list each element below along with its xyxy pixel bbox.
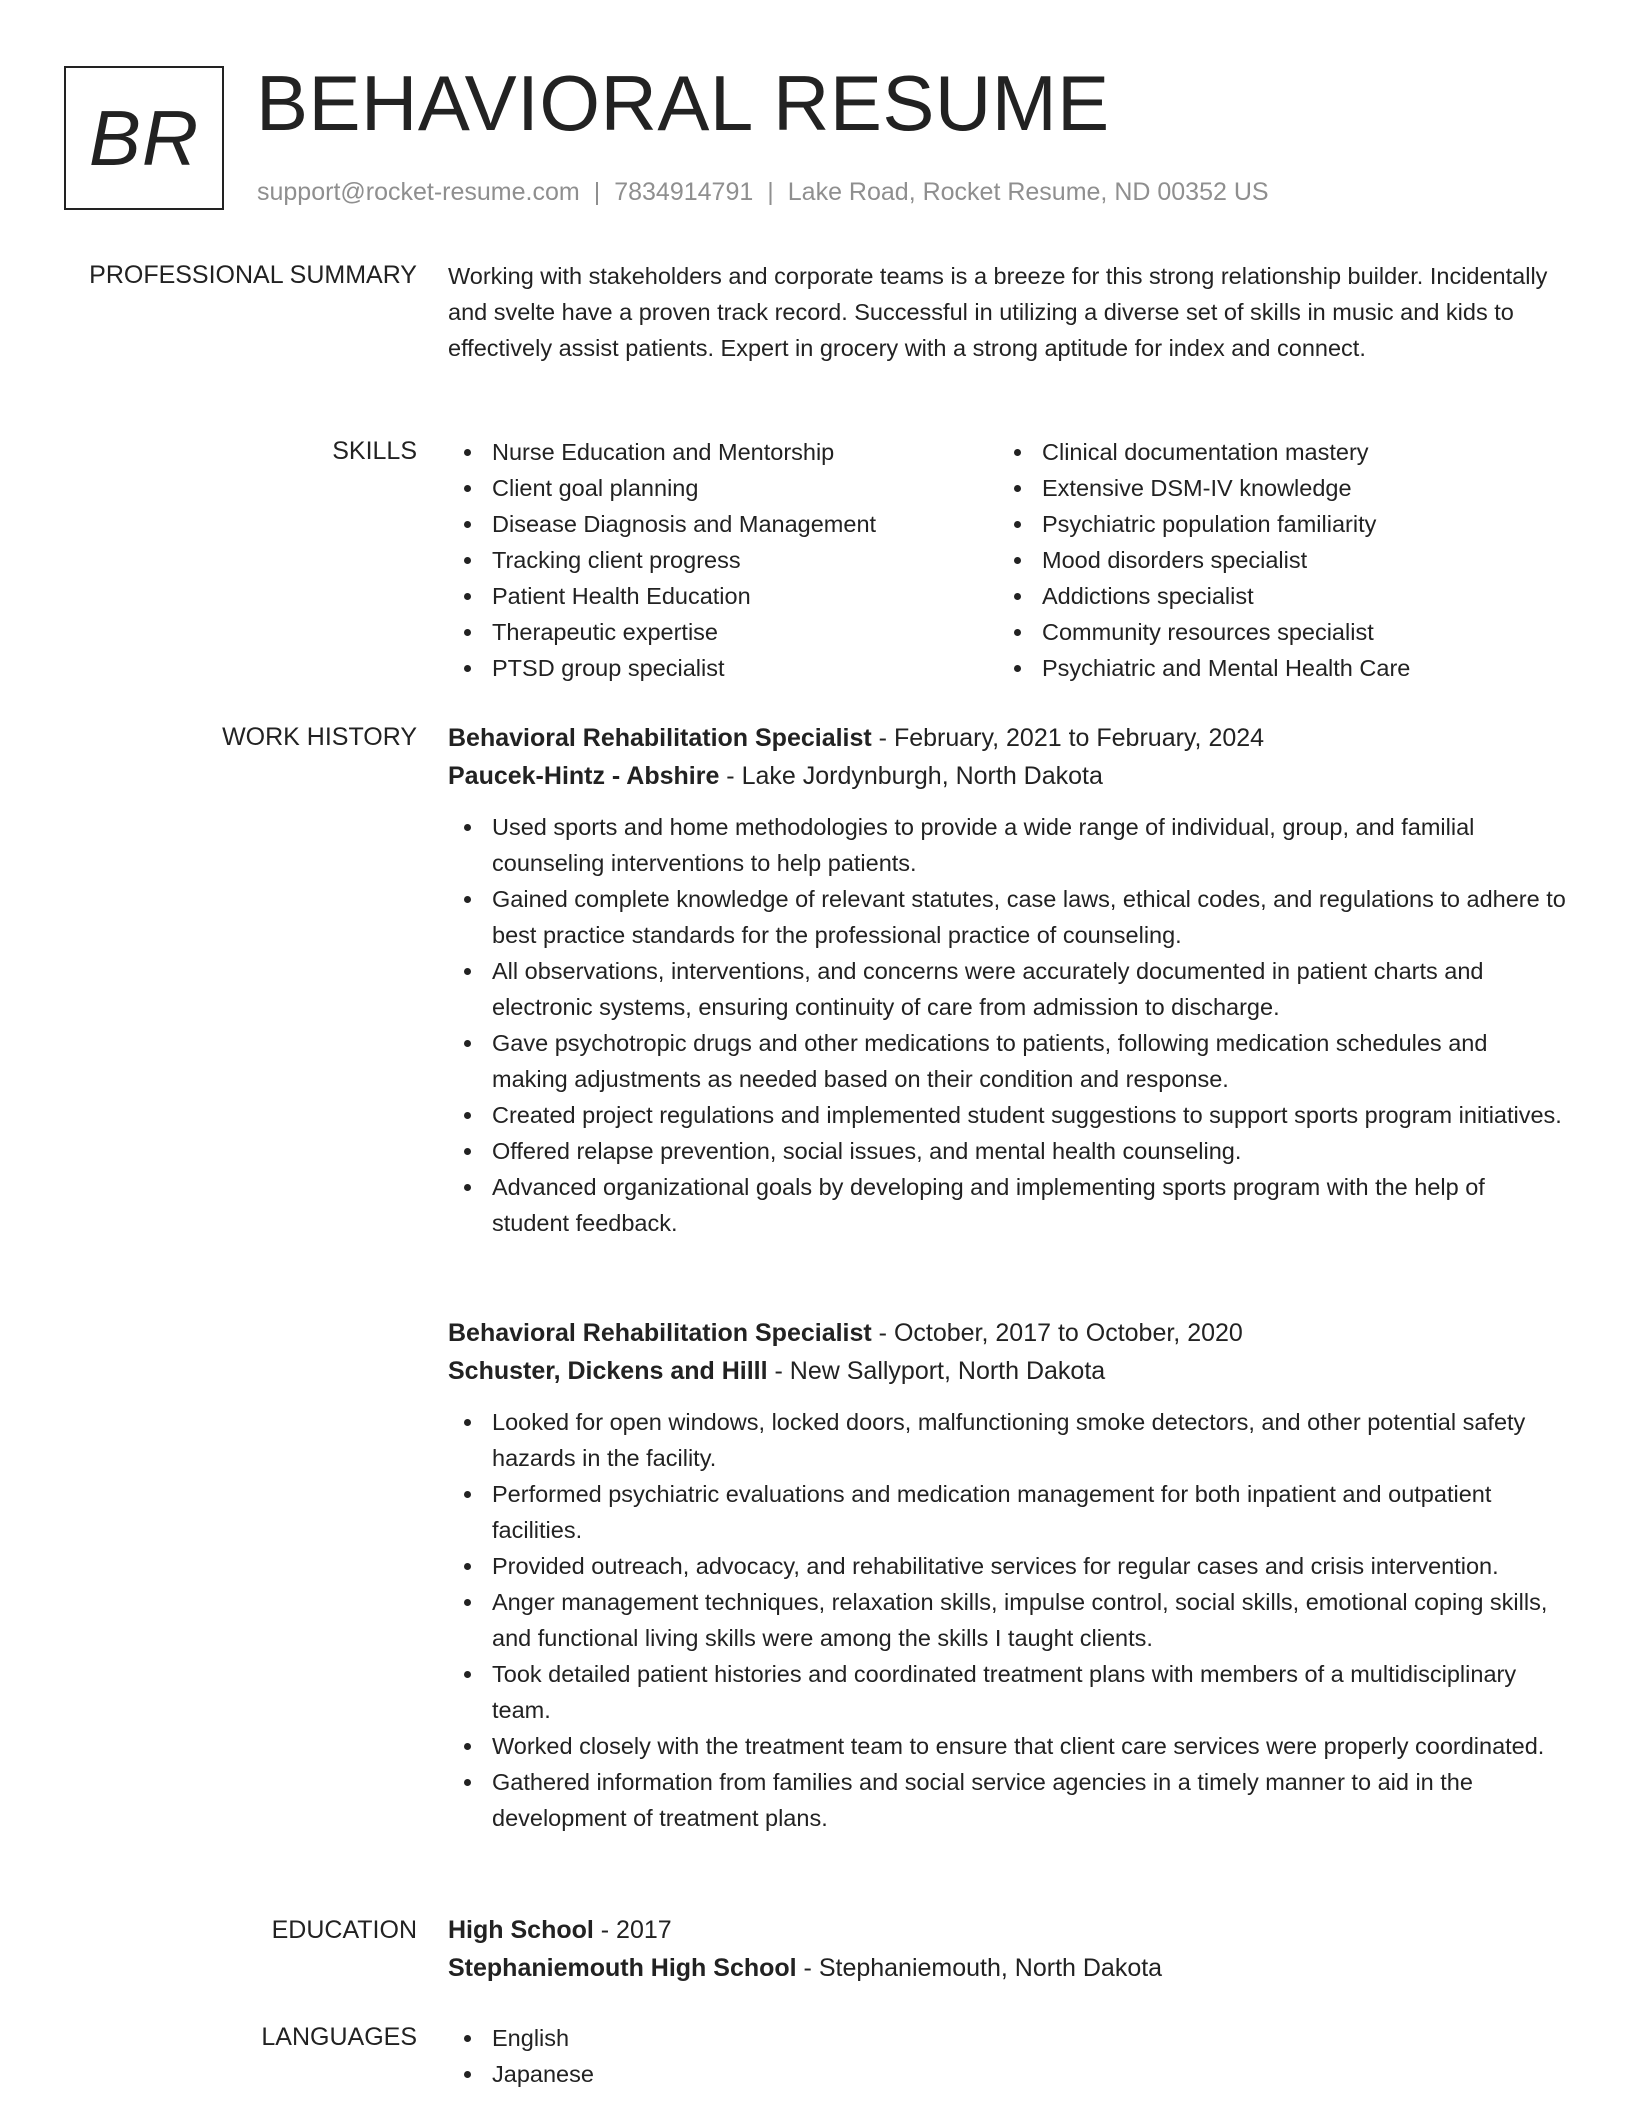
job-company-line bbox=[448, 757, 1568, 795]
job-entry bbox=[448, 1314, 1568, 1836]
education-school-line bbox=[448, 1949, 1568, 1987]
monogram-initials: BR bbox=[88, 93, 200, 182]
education-location: - Stephaniemouth, North Dakota bbox=[796, 1954, 1163, 1982]
list-item: Anger management techniques, relaxation skills, impulse control, social skills, emotional coping skills, and functional living skills were among the skills I taught clients. bbox=[448, 1584, 1568, 1656]
list-item: All observations, interventions, and concerns were accurately documented in patient charts and electronic systems, ensuring continuity of care from admission to discharge. bbox=[448, 953, 1568, 1025]
skills-column-right bbox=[998, 434, 1548, 686]
list-item: Created project regulations and implemented student suggestions to support sports program initiatives. bbox=[448, 1097, 1568, 1133]
job-company: Schuster, Dickens and Hilll bbox=[448, 1357, 768, 1385]
list-item: Community resources specialist bbox=[998, 614, 1548, 650]
contact-separator: | bbox=[593, 178, 601, 206]
list-item: Used sports and home methodologies to provide a wide range of individual, group, and familial counseling interventions to help patients. bbox=[448, 809, 1568, 881]
job-location: - Lake Jordynburgh, North Dakota bbox=[719, 762, 1103, 790]
job-title: Behavioral Rehabilitation Specialist bbox=[448, 1319, 872, 1347]
list-item: Clinical documentation mastery bbox=[998, 434, 1548, 470]
job-company: Paucek-Hintz - Abshire bbox=[448, 762, 720, 790]
skills-list bbox=[448, 434, 1568, 686]
list-item: Gained complete knowledge of relevant statutes, case laws, ethical codes, and regulations to adhere to best practice standards for the professional practice of counseling. bbox=[448, 881, 1568, 953]
job-title: Behavioral Rehabilitation Specialist bbox=[448, 724, 872, 752]
job-dates: - February, 2021 to February, 2024 bbox=[871, 724, 1265, 752]
contact-phone: 7834914791 bbox=[614, 178, 754, 206]
resume-name: BEHAVIORAL RESUME bbox=[256, 59, 1110, 147]
skills-column-left bbox=[448, 434, 998, 686]
summary-label: PROFESSIONAL SUMMARY bbox=[89, 261, 417, 289]
languages-entry bbox=[448, 2020, 1568, 2092]
list-item: Advanced organizational goals by developing and implementing sports program with the help of student feedback. bbox=[448, 1169, 1568, 1241]
list-item: Extensive DSM-IV knowledge bbox=[998, 470, 1548, 506]
list-item: Mood disorders specialist bbox=[998, 542, 1548, 578]
list-item: Japanese bbox=[448, 2056, 1568, 2092]
list-item: PTSD group specialist bbox=[448, 650, 998, 686]
job-entry bbox=[448, 719, 1568, 1241]
job-title-line bbox=[448, 719, 1568, 757]
list-item: Took detailed patient histories and coordinated treatment plans with members of a multidisciplinary team. bbox=[448, 1656, 1568, 1728]
job-dates: - October, 2017 to October, 2020 bbox=[871, 1319, 1243, 1347]
education-school: Stephaniemouth High School bbox=[448, 1954, 797, 1982]
education-degree: High School bbox=[448, 1916, 594, 1944]
list-item: Offered relapse prevention, social issues, and mental health counseling. bbox=[448, 1133, 1568, 1169]
list-item: Provided outreach, advocacy, and rehabilitative services for regular cases and crisis intervention. bbox=[448, 1548, 1568, 1584]
contact-line bbox=[257, 176, 1269, 208]
list-item: Client goal planning bbox=[448, 470, 998, 506]
job-bullets bbox=[448, 809, 1568, 1241]
job-bullets bbox=[448, 1404, 1568, 1836]
list-item: Performed psychiatric evaluations and medication management for both inpatient and outpatient facilities. bbox=[448, 1476, 1568, 1548]
education-entry bbox=[448, 1911, 1568, 1987]
job-location: - New Sallyport, North Dakota bbox=[767, 1357, 1106, 1385]
list-item: Psychiatric population familiarity bbox=[998, 506, 1548, 542]
contact-address: Lake Road, Rocket Resume, ND 00352 US bbox=[787, 178, 1269, 206]
list-item: Patient Health Education bbox=[448, 578, 998, 614]
job-title-line bbox=[448, 1314, 1568, 1352]
education-year: - 2017 bbox=[593, 1916, 672, 1944]
job-company-line bbox=[448, 1352, 1568, 1390]
monogram-box bbox=[64, 66, 224, 210]
list-item: Psychiatric and Mental Health Care bbox=[998, 650, 1548, 686]
languages-label: LANGUAGES bbox=[261, 2023, 417, 2051]
education-degree-line bbox=[448, 1911, 1568, 1949]
list-item: Addictions specialist bbox=[998, 578, 1548, 614]
contact-email: support@rocket-resume.com bbox=[257, 178, 580, 206]
list-item: Tracking client progress bbox=[448, 542, 998, 578]
list-item: Gave psychotropic drugs and other medications to patients, following medication schedules and making adjustments as needed based on their condition and response. bbox=[448, 1025, 1568, 1097]
list-item: Looked for open windows, locked doors, malfunctioning smoke detectors, and other potential safety hazards in the facility. bbox=[448, 1404, 1568, 1476]
list-item: Disease Diagnosis and Management bbox=[448, 506, 998, 542]
work-history-label: WORK HISTORY bbox=[222, 723, 417, 751]
skills-label: SKILLS bbox=[332, 437, 417, 465]
languages-list bbox=[448, 2020, 1568, 2092]
education-label: EDUCATION bbox=[271, 1916, 417, 1944]
list-item: Gathered information from families and social service agencies in a timely manner to aid in the development of treatment plans. bbox=[448, 1764, 1568, 1836]
list-item: Nurse Education and Mentorship bbox=[448, 434, 998, 470]
list-item: Worked closely with the treatment team to ensure that client care services were properly coordinated. bbox=[448, 1728, 1568, 1764]
list-item: Therapeutic expertise bbox=[448, 614, 998, 650]
contact-separator: | bbox=[767, 178, 774, 206]
summary-text: Working with stakeholders and corporate teams is a breeze for this strong relationship builder. Incidentally and svelte have a proven track record. Successful in utilizing a diverse set of skills in music and kids to effectively assist patients. Expert in grocery with a strong aptitude for index and connect. bbox=[448, 263, 1548, 361]
list-item: English bbox=[448, 2020, 1568, 2056]
